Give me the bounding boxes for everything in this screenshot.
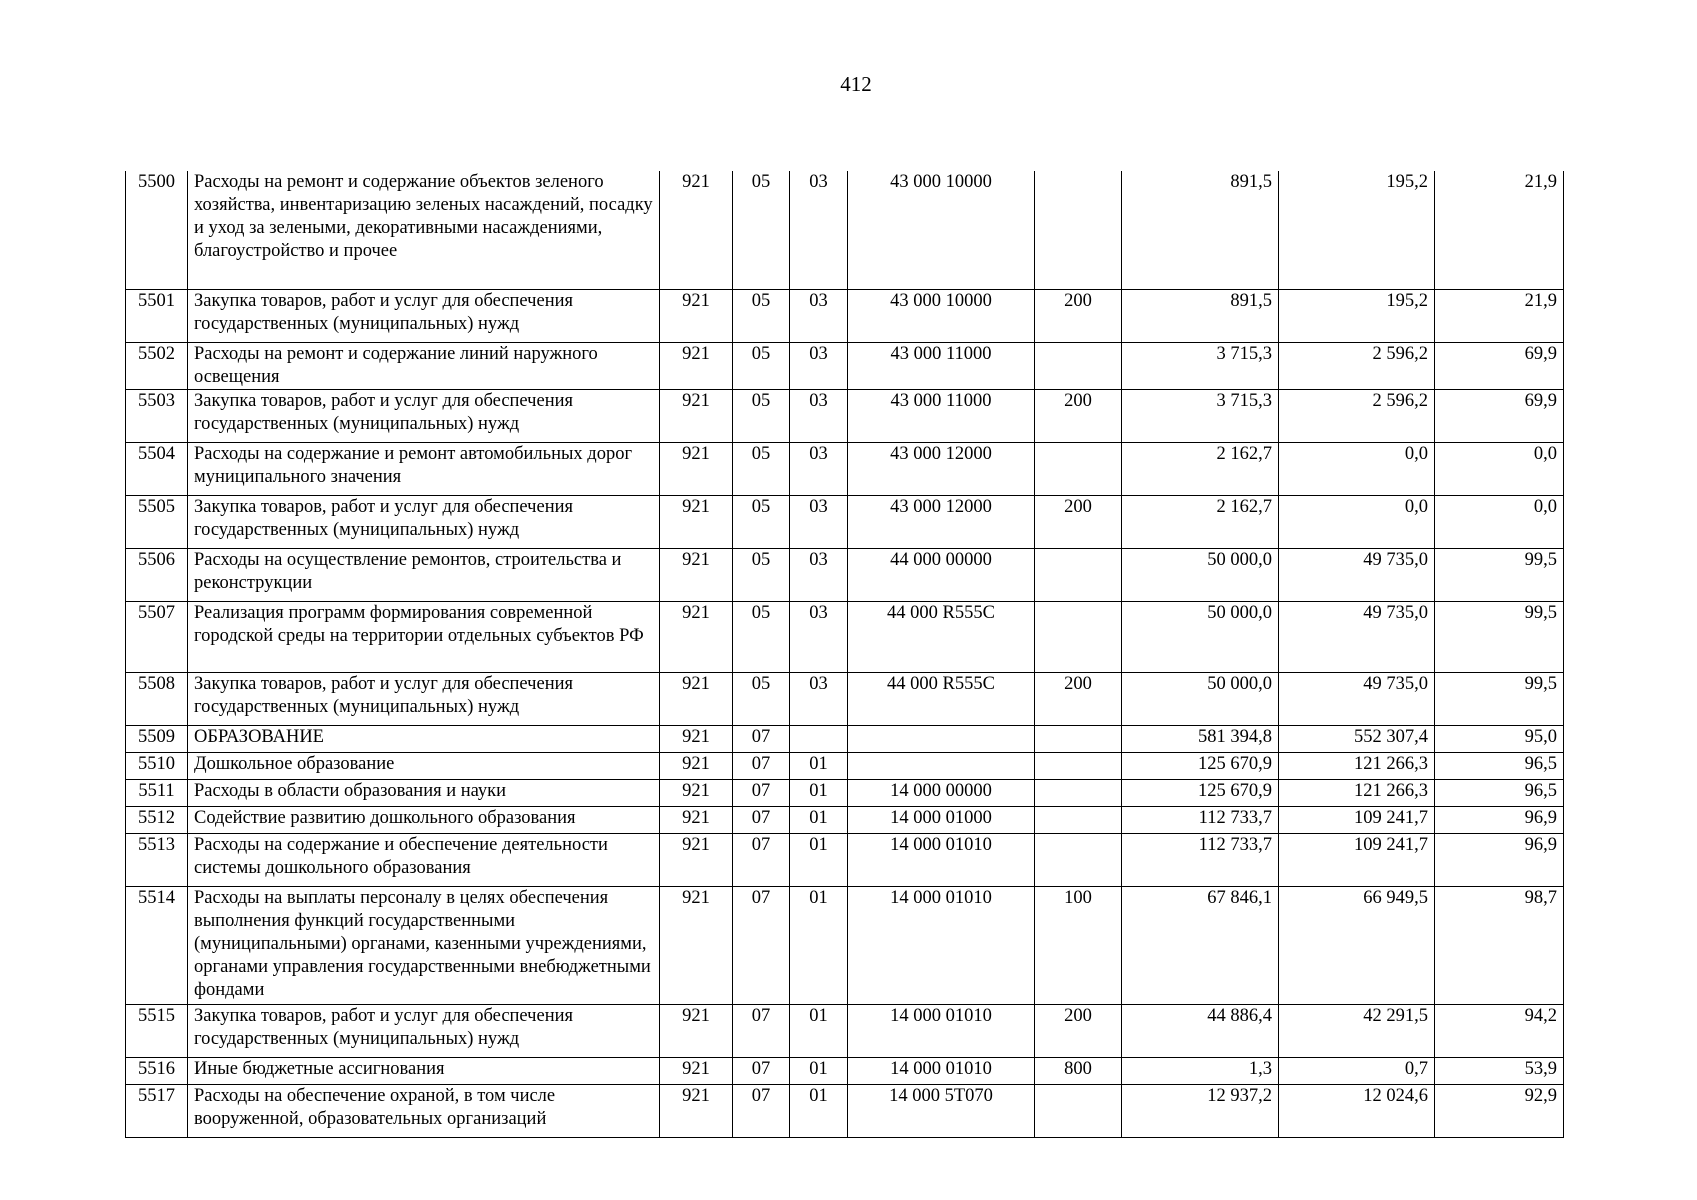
target-article-cell: 43 000 10000 <box>848 171 1035 289</box>
subsection-code-cell: 01 <box>790 1084 848 1137</box>
planned-amount-cell: 3 715,3 <box>1122 389 1279 442</box>
execution-percent-cell: 94,2 <box>1435 1004 1564 1057</box>
execution-percent-cell: 99,5 <box>1435 548 1564 601</box>
section-code-cell: 07 <box>733 833 790 886</box>
row-number-cell: 5514 <box>126 886 188 1004</box>
target-article-cell: 14 000 01010 <box>848 886 1035 1004</box>
planned-amount-cell: 50 000,0 <box>1122 548 1279 601</box>
expense-name-cell: Расходы на ремонт и содержание линий наружного освещения <box>188 342 660 389</box>
expense-name-cell: Расходы на ремонт и содержание объектов зеленого хозяйства, инвентаризацию зеленых насаждений, посадку и уход за зелеными, декоративными насаждениями, благоустройство и прочее <box>188 171 660 289</box>
expense-type-cell <box>1035 171 1122 289</box>
planned-amount-cell: 44 886,4 <box>1122 1004 1279 1057</box>
target-article-cell <box>848 725 1035 752</box>
execution-percent-cell: 96,9 <box>1435 833 1564 886</box>
page-number: 412 <box>840 72 872 96</box>
row-number-cell: 5501 <box>126 289 188 342</box>
planned-amount-cell: 581 394,8 <box>1122 725 1279 752</box>
actual-amount-cell: 2 596,2 <box>1279 389 1435 442</box>
actual-amount-cell: 0,0 <box>1279 442 1435 495</box>
row-number-cell: 5508 <box>126 672 188 725</box>
section-code-cell: 07 <box>733 725 790 752</box>
grbs-code-cell: 921 <box>660 725 733 752</box>
table-row <box>126 171 1564 289</box>
table-row <box>126 601 1564 672</box>
expense-name-cell: Содействие развитию дошкольного образования <box>188 806 660 833</box>
section-code-cell: 07 <box>733 806 790 833</box>
expense-type-cell <box>1035 806 1122 833</box>
actual-amount-cell: 195,2 <box>1279 171 1435 289</box>
expense-type-cell <box>1035 1084 1122 1137</box>
section-code-cell: 05 <box>733 601 790 672</box>
subsection-code-cell <box>790 725 848 752</box>
expense-type-cell <box>1035 833 1122 886</box>
actual-amount-cell: 0,7 <box>1279 1057 1435 1084</box>
actual-amount-cell: 49 735,0 <box>1279 672 1435 725</box>
execution-percent-cell: 96,5 <box>1435 752 1564 779</box>
table-row <box>126 779 1564 806</box>
expense-name-cell: Закупка товаров, работ и услуг для обеспечения государственных (муниципальных) нужд <box>188 289 660 342</box>
grbs-code-cell: 921 <box>660 1057 733 1084</box>
table-row <box>126 1057 1564 1084</box>
table-row <box>126 1084 1564 1137</box>
grbs-code-cell: 921 <box>660 672 733 725</box>
subsection-code-cell: 03 <box>790 289 848 342</box>
grbs-code-cell: 921 <box>660 1004 733 1057</box>
table-row <box>126 806 1564 833</box>
execution-percent-cell: 99,5 <box>1435 601 1564 672</box>
expense-type-cell: 800 <box>1035 1057 1122 1084</box>
planned-amount-cell: 112 733,7 <box>1122 806 1279 833</box>
target-article-cell: 14 000 01010 <box>848 833 1035 886</box>
expense-name-cell: Закупка товаров, работ и услуг для обеспечения государственных (муниципальных) нужд <box>188 672 660 725</box>
row-number-cell: 5507 <box>126 601 188 672</box>
table-row <box>126 672 1564 725</box>
expense-type-cell <box>1035 752 1122 779</box>
row-number-cell: 5500 <box>126 171 188 289</box>
target-article-cell <box>848 752 1035 779</box>
actual-amount-cell: 12 024,6 <box>1279 1084 1435 1137</box>
subsection-code-cell: 01 <box>790 833 848 886</box>
expense-type-cell: 200 <box>1035 289 1122 342</box>
grbs-code-cell: 921 <box>660 289 733 342</box>
row-number-cell: 5509 <box>126 725 188 752</box>
target-article-cell: 43 000 10000 <box>848 289 1035 342</box>
section-code-cell: 05 <box>733 171 790 289</box>
expense-name-cell: Закупка товаров, работ и услуг для обеспечения государственных (муниципальных) нужд <box>188 495 660 548</box>
table-row <box>126 752 1564 779</box>
planned-amount-cell: 125 670,9 <box>1122 752 1279 779</box>
grbs-code-cell: 921 <box>660 886 733 1004</box>
expense-type-cell <box>1035 442 1122 495</box>
actual-amount-cell: 195,2 <box>1279 289 1435 342</box>
planned-amount-cell: 112 733,7 <box>1122 833 1279 886</box>
table-row <box>126 289 1564 342</box>
actual-amount-cell: 66 949,5 <box>1279 886 1435 1004</box>
target-article-cell: 44 000 00000 <box>848 548 1035 601</box>
section-code-cell: 05 <box>733 672 790 725</box>
row-number-cell: 5510 <box>126 752 188 779</box>
expense-type-cell: 200 <box>1035 389 1122 442</box>
execution-percent-cell: 69,9 <box>1435 389 1564 442</box>
execution-percent-cell: 96,9 <box>1435 806 1564 833</box>
planned-amount-cell: 67 846,1 <box>1122 886 1279 1004</box>
table-row <box>126 548 1564 601</box>
row-number-cell: 5502 <box>126 342 188 389</box>
execution-percent-cell: 98,7 <box>1435 886 1564 1004</box>
actual-amount-cell: 2 596,2 <box>1279 342 1435 389</box>
grbs-code-cell: 921 <box>660 601 733 672</box>
planned-amount-cell: 891,5 <box>1122 171 1279 289</box>
section-code-cell: 07 <box>733 1084 790 1137</box>
grbs-code-cell: 921 <box>660 389 733 442</box>
row-number-cell: 5506 <box>126 548 188 601</box>
target-article-cell: 14 000 01010 <box>848 1004 1035 1057</box>
subsection-code-cell: 03 <box>790 601 848 672</box>
expense-name-cell: Расходы на осуществление ремонтов, строительства и реконструкции <box>188 548 660 601</box>
execution-percent-cell: 0,0 <box>1435 495 1564 548</box>
subsection-code-cell: 01 <box>790 886 848 1004</box>
target-article-cell: 14 000 00000 <box>848 779 1035 806</box>
section-code-cell: 07 <box>733 752 790 779</box>
target-article-cell: 14 000 01010 <box>848 1057 1035 1084</box>
planned-amount-cell: 891,5 <box>1122 289 1279 342</box>
row-number-cell: 5503 <box>126 389 188 442</box>
row-number-cell: 5511 <box>126 779 188 806</box>
expense-type-cell <box>1035 342 1122 389</box>
expense-type-cell <box>1035 779 1122 806</box>
subsection-code-cell: 01 <box>790 752 848 779</box>
table-row <box>126 342 1564 389</box>
target-article-cell: 44 000 R555C <box>848 672 1035 725</box>
planned-amount-cell: 50 000,0 <box>1122 672 1279 725</box>
planned-amount-cell: 2 162,7 <box>1122 495 1279 548</box>
expense-name-cell: Иные бюджетные ассигнования <box>188 1057 660 1084</box>
execution-percent-cell: 21,9 <box>1435 171 1564 289</box>
grbs-code-cell: 921 <box>660 779 733 806</box>
row-number-cell: 5515 <box>126 1004 188 1057</box>
section-code-cell: 05 <box>733 389 790 442</box>
target-article-cell: 43 000 12000 <box>848 442 1035 495</box>
execution-percent-cell: 21,9 <box>1435 289 1564 342</box>
subsection-code-cell: 03 <box>790 389 848 442</box>
table-row <box>126 1004 1564 1057</box>
expense-type-cell: 200 <box>1035 672 1122 725</box>
budget-table <box>125 171 1564 1138</box>
planned-amount-cell: 2 162,7 <box>1122 442 1279 495</box>
execution-percent-cell: 53,9 <box>1435 1057 1564 1084</box>
row-number-cell: 5517 <box>126 1084 188 1137</box>
expense-name-cell: Расходы на содержание и ремонт автомобильных дорог муниципального значения <box>188 442 660 495</box>
table-row <box>126 442 1564 495</box>
grbs-code-cell: 921 <box>660 548 733 601</box>
expense-name-cell: Реализация программ формирования современной городской среды на территории отдельных субъектов РФ <box>188 601 660 672</box>
actual-amount-cell: 49 735,0 <box>1279 601 1435 672</box>
subsection-code-cell: 03 <box>790 342 848 389</box>
grbs-code-cell: 921 <box>660 342 733 389</box>
planned-amount-cell: 50 000,0 <box>1122 601 1279 672</box>
grbs-code-cell: 921 <box>660 1084 733 1137</box>
grbs-code-cell: 921 <box>660 806 733 833</box>
expense-type-cell <box>1035 548 1122 601</box>
grbs-code-cell: 921 <box>660 752 733 779</box>
section-code-cell: 05 <box>733 495 790 548</box>
target-article-cell: 43 000 12000 <box>848 495 1035 548</box>
row-number-cell: 5512 <box>126 806 188 833</box>
expense-type-cell <box>1035 725 1122 752</box>
table-row <box>126 725 1564 752</box>
grbs-code-cell: 921 <box>660 442 733 495</box>
subsection-code-cell: 03 <box>790 442 848 495</box>
planned-amount-cell: 125 670,9 <box>1122 779 1279 806</box>
actual-amount-cell: 42 291,5 <box>1279 1004 1435 1057</box>
table-row <box>126 495 1564 548</box>
planned-amount-cell: 12 937,2 <box>1122 1084 1279 1137</box>
row-number-cell: 5504 <box>126 442 188 495</box>
subsection-code-cell: 03 <box>790 548 848 601</box>
actual-amount-cell: 109 241,7 <box>1279 833 1435 886</box>
section-code-cell: 07 <box>733 1004 790 1057</box>
subsection-code-cell: 01 <box>790 779 848 806</box>
target-article-cell: 14 000 5Т070 <box>848 1084 1035 1137</box>
execution-percent-cell: 0,0 <box>1435 442 1564 495</box>
execution-percent-cell: 96,5 <box>1435 779 1564 806</box>
section-code-cell: 05 <box>733 442 790 495</box>
expense-type-cell: 200 <box>1035 495 1122 548</box>
expense-type-cell <box>1035 601 1122 672</box>
expense-type-cell: 100 <box>1035 886 1122 1004</box>
subsection-code-cell: 01 <box>790 806 848 833</box>
table-body <box>126 171 1564 1137</box>
expense-name-cell: Расходы в области образования и науки <box>188 779 660 806</box>
actual-amount-cell: 121 266,3 <box>1279 752 1435 779</box>
grbs-code-cell: 921 <box>660 171 733 289</box>
section-code-cell: 05 <box>733 548 790 601</box>
section-code-cell: 07 <box>733 886 790 1004</box>
subsection-code-cell: 03 <box>790 672 848 725</box>
execution-percent-cell: 92,9 <box>1435 1084 1564 1137</box>
planned-amount-cell: 1,3 <box>1122 1057 1279 1084</box>
subsection-code-cell: 03 <box>790 171 848 289</box>
expense-type-cell: 200 <box>1035 1004 1122 1057</box>
actual-amount-cell: 552 307,4 <box>1279 725 1435 752</box>
subsection-code-cell: 01 <box>790 1057 848 1084</box>
actual-amount-cell: 0,0 <box>1279 495 1435 548</box>
planned-amount-cell: 3 715,3 <box>1122 342 1279 389</box>
row-number-cell: 5513 <box>126 833 188 886</box>
section-code-cell: 05 <box>733 342 790 389</box>
execution-percent-cell: 69,9 <box>1435 342 1564 389</box>
row-number-cell: 5516 <box>126 1057 188 1084</box>
table-row <box>126 389 1564 442</box>
actual-amount-cell: 121 266,3 <box>1279 779 1435 806</box>
table-row <box>126 886 1564 1004</box>
section-code-cell: 07 <box>733 779 790 806</box>
expense-name-cell: Расходы на выплаты персоналу в целях обеспечения выполнения функций государственными (муниципальными) органами, казенными учреждениями, органами управления государственными внебюджетными фондами <box>188 886 660 1004</box>
expense-name-cell: Дошкольное образование <box>188 752 660 779</box>
grbs-code-cell: 921 <box>660 495 733 548</box>
expense-name-cell: Расходы на обеспечение охраной, в том числе вооруженной, образовательных организаций <box>188 1084 660 1137</box>
section-code-cell: 07 <box>733 1057 790 1084</box>
execution-percent-cell: 95,0 <box>1435 725 1564 752</box>
target-article-cell: 43 000 11000 <box>848 389 1035 442</box>
subsection-code-cell: 01 <box>790 1004 848 1057</box>
section-code-cell: 05 <box>733 289 790 342</box>
target-article-cell: 43 000 11000 <box>848 342 1035 389</box>
expense-name-cell: Закупка товаров, работ и услуг для обеспечения государственных (муниципальных) нужд <box>188 1004 660 1057</box>
row-number-cell: 5505 <box>126 495 188 548</box>
target-article-cell: 14 000 01000 <box>848 806 1035 833</box>
expense-name-cell: Закупка товаров, работ и услуг для обеспечения государственных (муниципальных) нужд <box>188 389 660 442</box>
actual-amount-cell: 109 241,7 <box>1279 806 1435 833</box>
execution-percent-cell: 99,5 <box>1435 672 1564 725</box>
expense-name-cell: ОБРАЗОВАНИЕ <box>188 725 660 752</box>
actual-amount-cell: 49 735,0 <box>1279 548 1435 601</box>
table-row <box>126 833 1564 886</box>
expense-name-cell: Расходы на содержание и обеспечение деятельности системы дошкольного образования <box>188 833 660 886</box>
grbs-code-cell: 921 <box>660 833 733 886</box>
subsection-code-cell: 03 <box>790 495 848 548</box>
target-article-cell: 44 000 R555C <box>848 601 1035 672</box>
